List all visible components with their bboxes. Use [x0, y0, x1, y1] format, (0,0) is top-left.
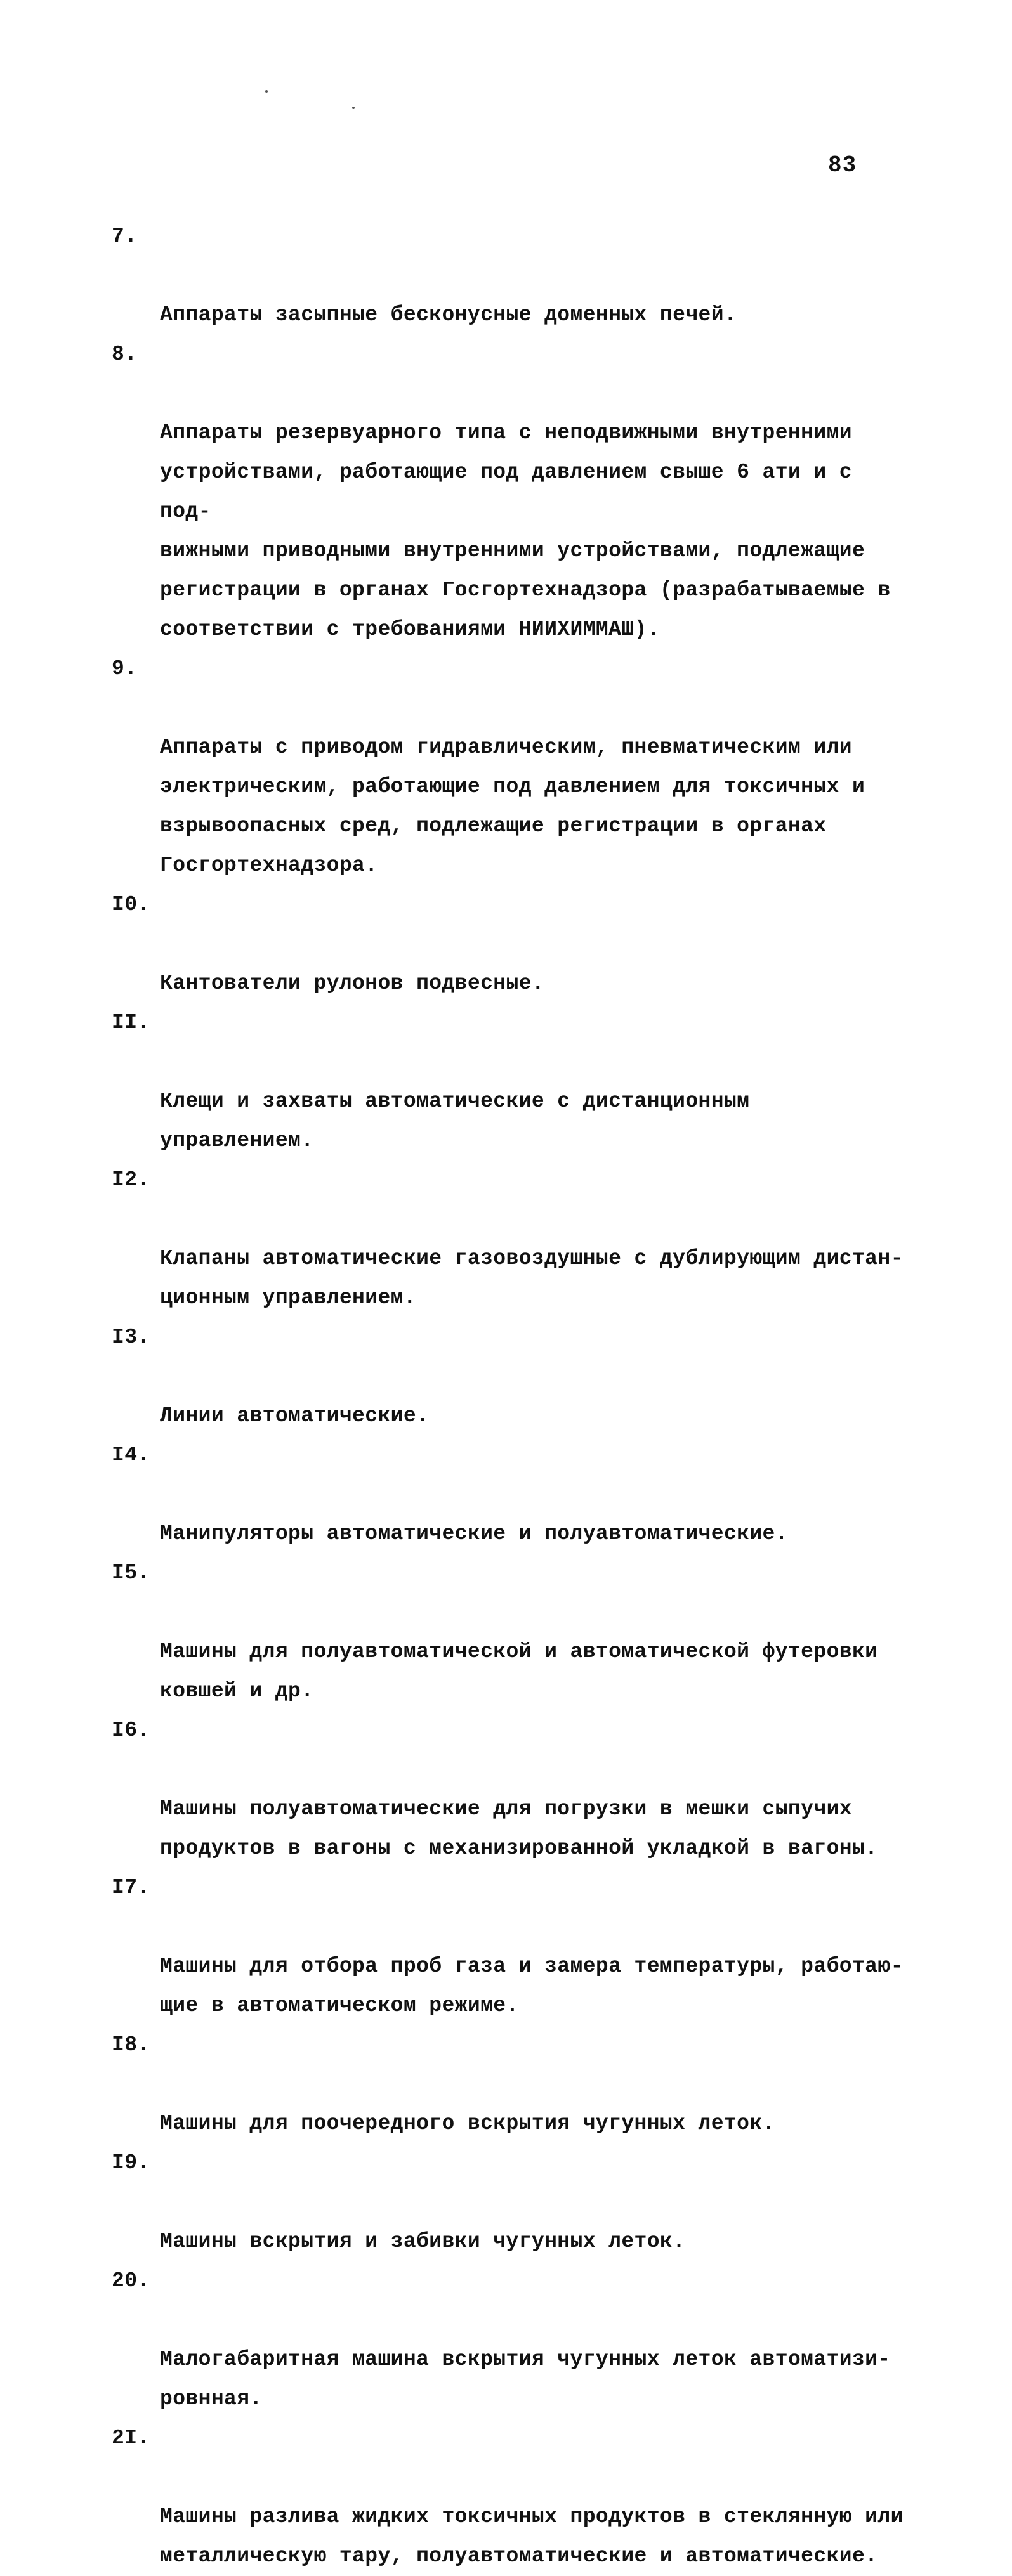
item-number: 2I.: [112, 2426, 150, 2450]
item-number: I3.: [112, 1325, 150, 1349]
item-number: I5.: [112, 1561, 150, 1585]
list-item: [112, 2143, 905, 2261]
item-number: 20.: [112, 2269, 150, 2293]
item-text: Аппараты резервуарного типа с неподвижными внутренними устройствами, работающие под давлением свыше 6 ати и с под- вижными приводными внутренними устройствами, подлежащие регистрации в органах Госгортехнадзора (разрабатываемые в соответствии с требованиями НИИХИММАШ).: [160, 421, 891, 641]
list-item: [112, 1436, 905, 1554]
list-item: [112, 1318, 905, 1436]
item-text: Манипуляторы автоматические и полуавтоматические.: [160, 1522, 788, 1545]
item-text: Машины для поочередного вскрытия чугунных леток.: [160, 2112, 775, 2135]
page-number: 83: [828, 152, 857, 178]
item-number: 9.: [112, 657, 138, 680]
list-item: [112, 2419, 905, 2576]
list-item: [112, 2261, 905, 2419]
item-text: Машины разлива жидких токсичных продуктов в стеклянную или металлическую тару, полуавтоматические и автоматические.: [160, 2505, 904, 2568]
item-text: Клещи и захваты автоматические с дистанционным управлением.: [160, 1090, 750, 1152]
item-number: I7.: [112, 1876, 150, 1899]
list-item: [112, 335, 905, 649]
item-text: Аппараты засыпные бесконусные доменных печей.: [160, 303, 737, 327]
list-item: [112, 217, 905, 335]
item-text: Малогабаритная машина вскрытия чугунных леток автоматизи- ровнная.: [160, 2348, 891, 2410]
list-item: [112, 649, 905, 885]
item-text: Линии автоматические.: [160, 1404, 430, 1428]
item-text: Кантователи рулонов подвесные.: [160, 972, 545, 995]
list-item: [112, 1003, 905, 1161]
item-number: I6.: [112, 1719, 150, 1742]
item-text: Машины полуавтоматические для погрузки в мешки сыпучих продуктов в вагоны с механизированной укладкой в вагоны.: [160, 1797, 878, 1860]
list-item: [112, 1554, 905, 1711]
list-item: [112, 2026, 905, 2143]
item-text: Клапаны автоматические газовоздушные с дублирующим дистан- ционным управлением.: [160, 1247, 904, 1310]
item-number: 8.: [112, 342, 138, 366]
item-number: I2.: [112, 1168, 150, 1192]
item-text: Машины для отбора проб газа и замера температуры, работаю- щие в автоматическом режиме.: [160, 1955, 904, 2017]
scan-speck: [265, 90, 268, 93]
item-text: Машины вскрытия и забивки чугунных леток.: [160, 2230, 686, 2253]
item-text: Аппараты с приводом гидравлическим, пневматическим или электрическим, работающие под давлением для токсичных и взрывоопасных сред, подлежащие регистрации в органах Госгортехнадзора.: [160, 736, 865, 877]
list-item: [112, 885, 905, 1003]
scan-speck: [352, 107, 355, 109]
list-item: [112, 1161, 905, 1318]
list-item: [112, 1711, 905, 1868]
item-number: I4.: [112, 1443, 150, 1467]
list-item: [112, 1868, 905, 2026]
item-number: I9.: [112, 2151, 150, 2175]
item-number: I0.: [112, 893, 150, 916]
item-text: Машины для полуавтоматической и автоматической футеровки ковшей и др.: [160, 1640, 878, 1703]
item-number: I8.: [112, 2033, 150, 2057]
item-number: II.: [112, 1011, 150, 1034]
item-number: 7.: [112, 224, 138, 248]
equipment-list: [112, 217, 905, 2576]
